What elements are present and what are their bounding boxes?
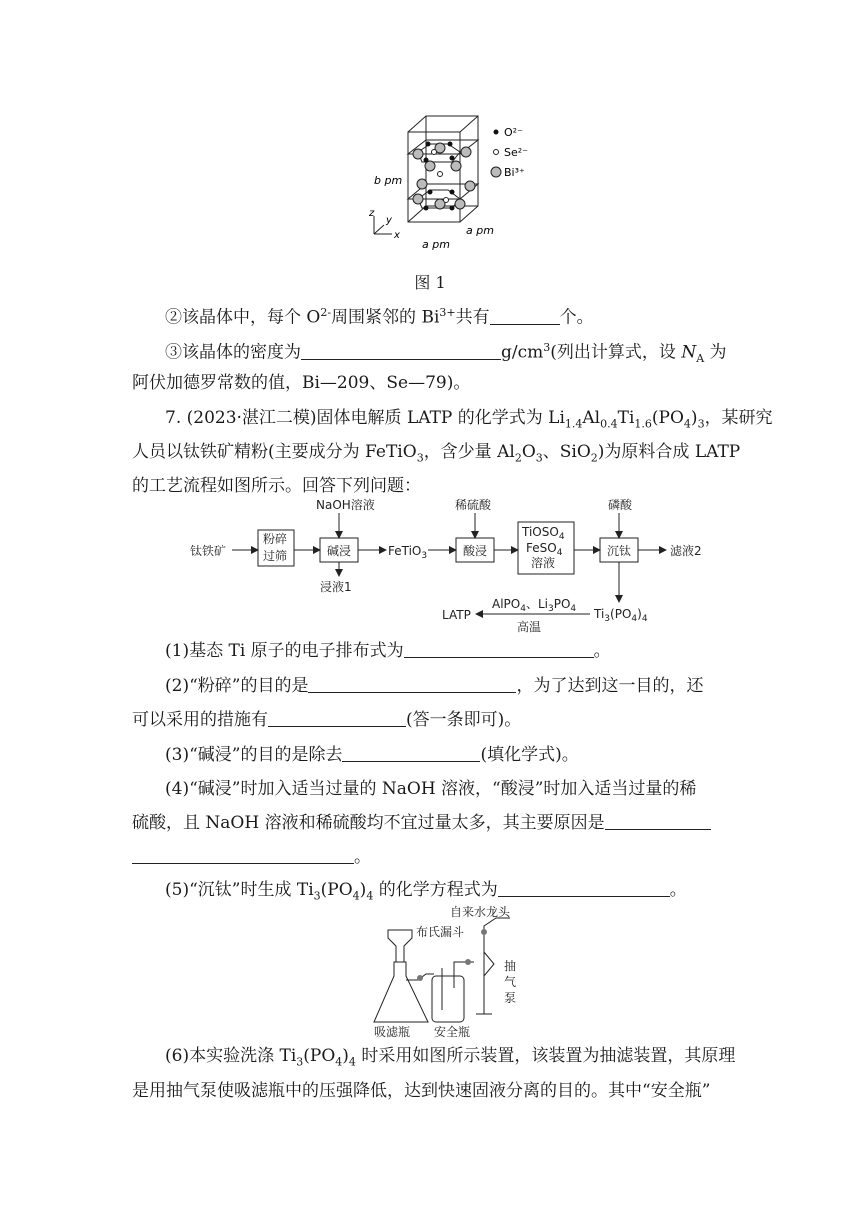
q7-part4-line1: (4)“碱浸”时加入适当过量的 NaOH 溶液，“酸浸”时加入适当过量的稀 (165, 779, 697, 799)
q6-line3: ③该晶体的密度为 $g/cm^3$(列出计算式，设 $N_A$ 为 (165, 341, 727, 366)
figure1-caption: 图 1 (414, 273, 446, 292)
label-pump-3: 泵 (504, 991, 517, 1005)
label-filtrate: 滤液2 (670, 544, 702, 558)
label-tipo4: $Ti_3(PO_4)_4$ (594, 607, 648, 624)
q7-part6-line2: 是用抽气泵使吸滤瓶中的压强降低，达到快速固液分离的目的。其中“安全瓶” (132, 1081, 711, 1101)
label-sol2: FeSO$_4$ (526, 541, 563, 558)
label-reagents: AlPO$_4$、$Li_3PO_4$ (492, 597, 577, 614)
process-flowchart (180, 498, 720, 636)
answer-blank[interactable] (605, 813, 711, 830)
legend-o2: O²⁻ (504, 126, 523, 139)
label-sol3: 溶液 (531, 556, 556, 570)
q7-part2-line1: (2)“粉碎”的目的是 ，为了达到这一目的，还 (165, 676, 704, 696)
q7-part1: (1)基态 Ti 原子的电子排布式为 。 (165, 641, 611, 661)
q7-intro-2: 人员以钛铁矿精粉(主要成分为 FeTiO$_3$，含少量 $Al_2O_3$、SiO$_2$)为原料合成 LATP (132, 442, 741, 465)
answer-blank[interactable] (268, 710, 406, 727)
answer-blank[interactable] (404, 641, 594, 658)
label-h3po4: 磷酸 (608, 498, 633, 512)
crystal-structure-figure (360, 104, 540, 254)
q6-line2: ②该晶体中，每个 $O^{2-}$周围紧邻的 $Bi^{3+}$共有 个。 (165, 306, 594, 328)
label-sol1: TiOSO$_4$ (522, 525, 565, 542)
q7-part5: (5)“沉钛”时生成 $Ti_3(PO_4)_4$ 的化学方程式为 。 (165, 880, 687, 903)
label-pump-2: 气 (504, 975, 517, 989)
label-funnel: 布氏漏斗 (416, 925, 465, 939)
label-naoh: NaOH溶液 (316, 498, 375, 512)
q7-part3: (3)“碱浸”的目的是除去 (填化学式)。 (165, 745, 579, 765)
axis-y: y (386, 215, 392, 226)
label-fetio3: FeTiO$_3$ (388, 544, 428, 561)
answer-blank[interactable] (301, 343, 501, 360)
q6-line4: 阿伏加德罗常数的值，Bi—209、Se—79)。 (132, 373, 471, 393)
answer-blank[interactable] (132, 847, 354, 864)
legend-bi3: Bi³⁺ (504, 166, 525, 179)
answer-blank[interactable] (490, 308, 560, 325)
label-safety: 安全瓶 (434, 1025, 471, 1038)
label-ore: 钛铁矿 (190, 544, 227, 558)
label-ppt: 沉钛 (607, 544, 632, 558)
axis-z: z (369, 208, 375, 219)
answer-blank[interactable] (308, 676, 516, 693)
label-acid: 酸浸 (463, 544, 488, 558)
label-b-pm: b pm (374, 174, 403, 187)
axis-x: x (394, 230, 400, 241)
answer-blank[interactable] (342, 745, 480, 762)
label-crush1: 粉碎 (263, 532, 288, 546)
q7-part2-line2: 可以采用的措施有 (答一条即可)。 (132, 710, 522, 730)
label-a-pm-right: a pm (466, 224, 494, 237)
suction-filtration-apparatus (364, 904, 534, 1038)
label-h2so4: 稀硫酸 (455, 498, 492, 512)
label-crush2: 过筛 (263, 549, 288, 563)
label-leach1: 浸液1 (320, 580, 352, 594)
q7-intro-1: 7. (2023·湛江二模)固体电解质 LATP 的化学式为 $Li_{1.4}Al_{0.4}Ti_{1.6}(PO_4)_3$，某研究 (165, 408, 773, 431)
q7-intro-3: 的工艺流程如图所示。回答下列问题： (132, 476, 421, 496)
q7-part4-line3: 。 (132, 847, 732, 867)
q7-part4-line2: 硫酸，且 NaOH 溶液和稀硫酸均不宜过量太多，其主要原因是 (132, 813, 732, 833)
label-flask: 吸滤瓶 (374, 1025, 411, 1038)
label-temp: 高温 (517, 620, 542, 634)
legend-se2: Se²⁻ (504, 146, 528, 159)
label-a-pm-bottom: a pm (422, 238, 450, 251)
answer-blank[interactable] (498, 880, 670, 897)
label-alkali: 碱浸 (327, 544, 352, 558)
q7-part6-line1: (6)本实验洗涤 $Ti_3(PO_4)_4$ 时采用如图所示装置，该装置为抽滤装置，其原理 (165, 1046, 736, 1069)
label-tap: 自来水龙头 (450, 905, 511, 919)
label-pump-1: 抽 (504, 959, 517, 973)
label-latp: LATP (442, 608, 471, 622)
